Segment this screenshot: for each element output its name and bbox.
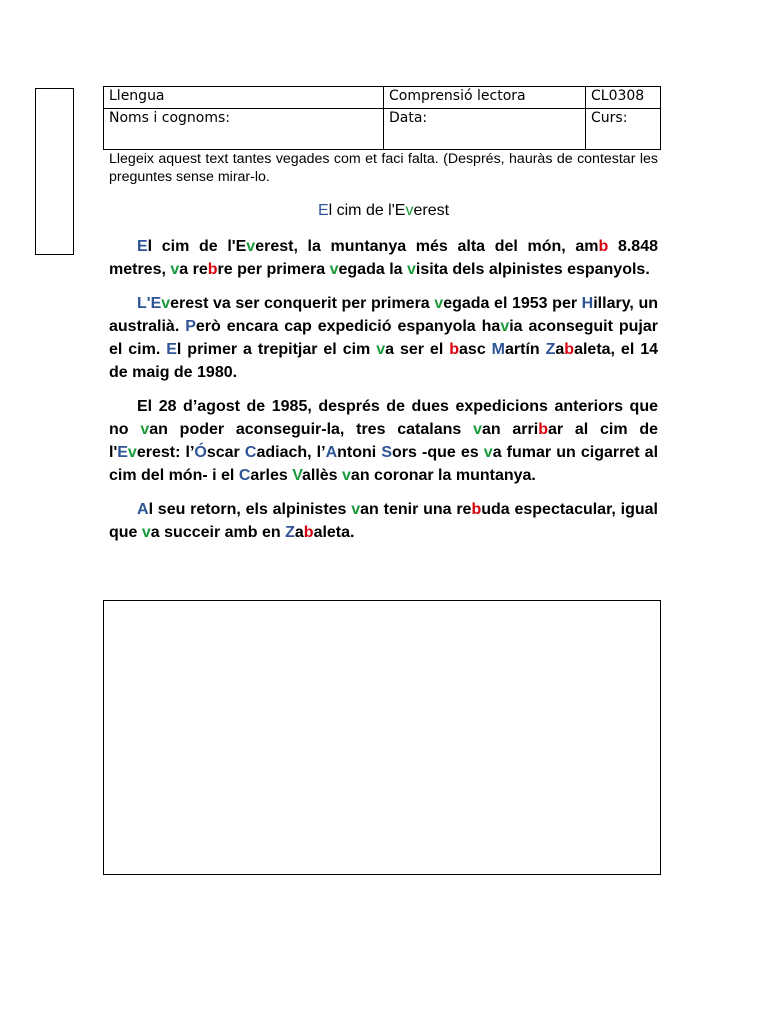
highlighted-letter: v xyxy=(127,444,137,461)
side-box xyxy=(35,88,74,255)
subject-cell: Llengua xyxy=(104,87,384,109)
highlighted-letter: P xyxy=(185,318,196,335)
highlighted-letter: v xyxy=(406,261,416,278)
highlighted-letter: v xyxy=(483,444,493,461)
highlighted-letter: Z xyxy=(285,524,295,541)
date-field[interactable]: Data: xyxy=(384,109,586,150)
highlighted-letter: V xyxy=(292,467,302,484)
highlighted-letter: C xyxy=(238,467,251,484)
highlighted-letter: M xyxy=(491,341,505,358)
highlighted-letter: b xyxy=(471,501,482,518)
drawing-box[interactable] xyxy=(103,600,661,875)
paragraph: El 28 d’agost de 1985, després de dues expedicions anteriors que no van poder aconseguir-la, tres catalans van arribar al cim de l'Everest: l’Óscar Cadiach, l’Antoni Sors -que es va fumar un cigarret al cim del món- i el Carles Vallès van coronar la muntanya. xyxy=(109,398,659,484)
highlighted-letter: Ó xyxy=(194,444,207,461)
highlighted-letter: L'E xyxy=(137,295,162,312)
highlighted-letter: v xyxy=(405,202,414,219)
highlighted-letter: v xyxy=(342,467,351,484)
highlighted-letter: E xyxy=(317,202,329,219)
highlighted-letter: b xyxy=(564,341,575,358)
highlighted-letter: E xyxy=(137,238,148,255)
highlighted-letter: b xyxy=(449,341,460,358)
header-table xyxy=(103,86,661,150)
highlighted-letter: A xyxy=(137,501,149,518)
highlighted-letter: v xyxy=(473,421,482,438)
highlighted-letter: v xyxy=(170,261,180,278)
highlighted-letter: A xyxy=(325,444,338,461)
highlighted-letter: E xyxy=(166,341,177,358)
highlighted-letter: S xyxy=(381,444,393,461)
highlighted-letter: v xyxy=(376,341,386,358)
paragraph: El cim de l'Everest, la muntanya més alta del món, amb 8.848 metres, va rebre per primera vegada la visita dels alpinistes espanyols. xyxy=(109,238,659,278)
highlighted-letter: b xyxy=(538,421,548,438)
highlighted-letter: C xyxy=(244,444,257,461)
highlighted-letter: b xyxy=(207,261,218,278)
highlighted-letter: v xyxy=(161,295,171,312)
course-field[interactable]: Curs: xyxy=(586,109,661,150)
paragraph: Al seu retorn, els alpinistes van tenir una rebuda espectacular, igual que va succeir amb en Zabaleta. xyxy=(109,501,658,541)
highlighted-letter: v xyxy=(500,318,510,335)
activity-cell: Comprensió lectora xyxy=(384,87,586,109)
highlighted-letter: Z xyxy=(545,341,556,358)
highlighted-letter: v xyxy=(141,524,151,541)
highlighted-letter: H xyxy=(581,295,594,312)
highlighted-letter: v xyxy=(246,238,256,255)
name-field[interactable]: Noms i cognoms: xyxy=(104,109,384,150)
code-cell: CL0308 xyxy=(586,87,661,109)
highlighted-letter: v xyxy=(351,501,361,518)
reading-body xyxy=(109,235,658,555)
highlighted-letter: v xyxy=(434,295,444,312)
highlighted-letter: E xyxy=(117,444,128,461)
highlighted-letter: v xyxy=(329,261,339,278)
reading-title: El cim de l'Everest xyxy=(317,202,450,219)
highlighted-letter: v xyxy=(140,421,150,438)
highlighted-letter: b xyxy=(598,238,609,255)
highlighted-letter: b xyxy=(303,524,314,541)
paragraph: L'Everest va ser conquerit per primera vegada el 1953 per Hillary, un australià. Però encara cap expedició espanyola havia aconseguit pujar el cim. El primer a trepitjar el cim va ser el basc Martín Zabaleta, el 14 de maig de 1980. xyxy=(109,295,659,381)
instruction-text: Llegeix aquest text tantes vegades com et faci falta. (Després, hauràs de contestar les preguntes sense mirar-lo. xyxy=(109,151,658,185)
